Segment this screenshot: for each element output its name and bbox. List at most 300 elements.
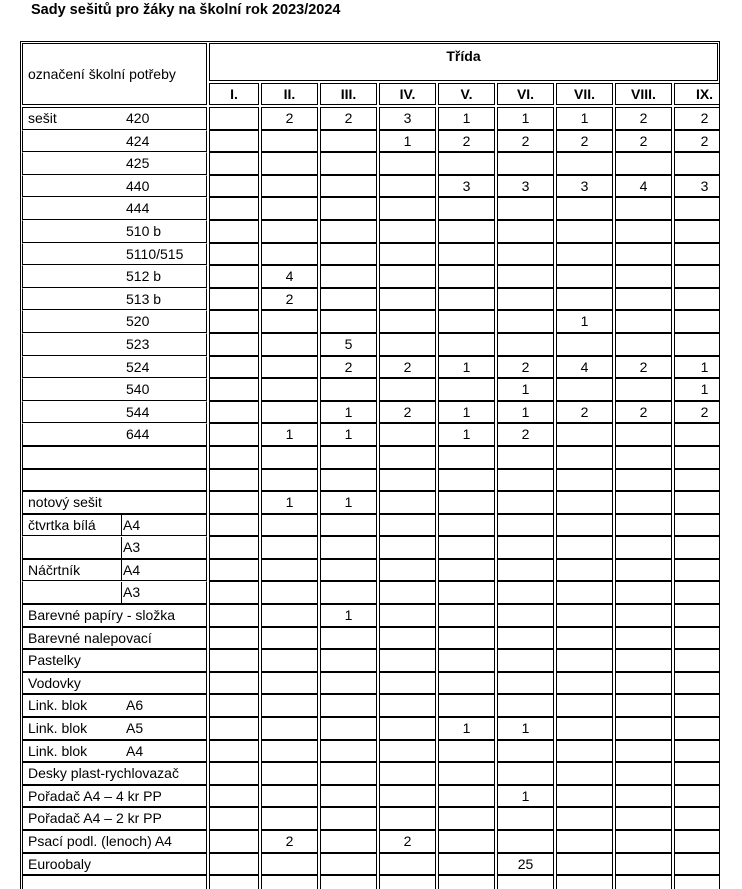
count-cell xyxy=(209,785,259,808)
column-header-5: V. xyxy=(438,83,495,105)
count-cell xyxy=(674,830,720,853)
count-cell xyxy=(209,356,259,379)
count-cell xyxy=(209,265,259,288)
count-cell: 2 xyxy=(674,107,720,130)
count-cell: 2 xyxy=(379,830,436,853)
count-cell xyxy=(497,197,554,220)
count-cell xyxy=(379,514,436,537)
count-cell xyxy=(556,875,613,889)
count-cell xyxy=(320,740,377,763)
count-cell xyxy=(615,672,672,695)
count-cell xyxy=(320,807,377,830)
count-cell xyxy=(438,581,495,604)
count-cell xyxy=(497,491,554,514)
column-header-9: IX. xyxy=(674,83,720,105)
count-cell: 2 xyxy=(556,401,613,424)
count-cell xyxy=(438,875,495,889)
column-header-6: VI. xyxy=(497,83,554,105)
supplies-table xyxy=(20,41,720,889)
count-cell xyxy=(497,875,554,889)
count-cell: 3 xyxy=(556,175,613,198)
sub-divider xyxy=(121,581,122,604)
row-label xyxy=(22,378,207,401)
count-cell xyxy=(209,853,259,876)
count-cell xyxy=(379,197,436,220)
row-label xyxy=(22,310,207,333)
table-row xyxy=(22,807,720,830)
count-cell xyxy=(674,785,720,808)
count-cell xyxy=(209,197,259,220)
item-type: 510 b xyxy=(126,222,162,239)
count-cell: 2 xyxy=(615,130,672,153)
sub-divider xyxy=(121,536,122,559)
count-cell xyxy=(261,740,318,763)
count-cell xyxy=(379,333,436,356)
item-name: Pastelky xyxy=(28,652,81,669)
count-cell xyxy=(674,853,720,876)
count-cell xyxy=(209,288,259,311)
count-cell xyxy=(615,627,672,650)
item-type: 424 xyxy=(126,132,150,149)
row-label xyxy=(22,107,207,130)
item-name: Desky plast-rychlovazač xyxy=(28,765,179,782)
count-cell xyxy=(209,130,259,153)
count-cell xyxy=(438,446,495,469)
count-cell xyxy=(497,446,554,469)
count-cell xyxy=(261,807,318,830)
count-cell xyxy=(209,875,259,889)
count-cell: 3 xyxy=(379,107,436,130)
count-cell xyxy=(556,197,613,220)
count-cell xyxy=(556,491,613,514)
table-row xyxy=(22,649,720,672)
row-label xyxy=(22,220,207,243)
count-cell xyxy=(379,220,436,243)
count-cell xyxy=(261,514,318,537)
count-cell xyxy=(674,288,720,311)
count-cell xyxy=(261,310,318,333)
count-cell: 1 xyxy=(438,107,495,130)
count-cell xyxy=(615,785,672,808)
item-type: 513 b xyxy=(126,290,162,307)
count-cell xyxy=(438,672,495,695)
count-cell xyxy=(209,740,259,763)
table-row xyxy=(22,717,720,740)
item-type: A5 xyxy=(126,720,144,737)
table-row xyxy=(22,581,720,604)
count-cell: 2 xyxy=(556,130,613,153)
count-cell xyxy=(497,830,554,853)
count-cell xyxy=(615,491,672,514)
class-group-header: Třída xyxy=(209,43,718,81)
count-cell: 1 xyxy=(438,717,495,740)
item-type: A6 xyxy=(126,697,144,714)
count-cell xyxy=(320,152,377,175)
count-cell xyxy=(261,175,318,198)
count-cell: 1 xyxy=(497,107,554,130)
item-type: 524 xyxy=(126,358,150,375)
count-cell: 1 xyxy=(320,604,377,627)
row-label xyxy=(22,830,207,853)
count-cell xyxy=(379,627,436,650)
count-cell xyxy=(674,649,720,672)
count-cell: 1 xyxy=(320,491,377,514)
count-cell xyxy=(556,469,613,492)
count-cell xyxy=(261,197,318,220)
sub-divider xyxy=(121,559,122,582)
count-cell xyxy=(209,220,259,243)
count-cell xyxy=(556,694,613,717)
count-cell xyxy=(379,649,436,672)
count-cell xyxy=(615,152,672,175)
item-name: Pořadač A4 – 2 kr PP xyxy=(28,810,162,827)
count-cell xyxy=(320,717,377,740)
row-label xyxy=(22,694,207,717)
count-cell xyxy=(438,830,495,853)
count-cell xyxy=(209,627,259,650)
count-cell xyxy=(438,649,495,672)
count-cell xyxy=(438,514,495,537)
table-row xyxy=(22,175,720,198)
count-cell xyxy=(556,581,613,604)
item-type: A4 xyxy=(123,561,141,578)
count-cell xyxy=(556,152,613,175)
count-cell: 1 xyxy=(497,378,554,401)
count-cell xyxy=(379,469,436,492)
item-type: 425 xyxy=(126,155,150,172)
count-cell xyxy=(320,265,377,288)
count-cell xyxy=(438,807,495,830)
row-label xyxy=(22,536,207,559)
count-cell xyxy=(497,514,554,537)
count-cell xyxy=(438,853,495,876)
count-cell xyxy=(674,604,720,627)
row-label xyxy=(22,197,207,220)
table-row xyxy=(22,152,720,175)
count-cell xyxy=(556,717,613,740)
count-cell xyxy=(556,243,613,266)
count-cell xyxy=(615,559,672,582)
table-row xyxy=(22,378,720,401)
count-cell xyxy=(438,536,495,559)
count-cell xyxy=(209,717,259,740)
count-cell xyxy=(497,152,554,175)
table-row xyxy=(22,762,720,785)
table-row xyxy=(22,401,720,424)
count-cell: 1 xyxy=(497,717,554,740)
count-cell xyxy=(556,672,613,695)
count-cell: 2 xyxy=(438,130,495,153)
item-name: Link. blok xyxy=(28,697,88,714)
count-cell xyxy=(379,717,436,740)
count-cell xyxy=(556,559,613,582)
count-cell xyxy=(497,604,554,627)
table-row xyxy=(22,423,720,446)
count-cell: 1 xyxy=(261,491,318,514)
count-cell xyxy=(261,243,318,266)
count-cell xyxy=(261,401,318,424)
count-cell xyxy=(261,853,318,876)
row-label xyxy=(22,446,207,469)
count-cell xyxy=(497,559,554,582)
count-cell xyxy=(674,220,720,243)
table-row xyxy=(22,333,720,356)
item-type: 523 xyxy=(126,335,150,352)
count-cell xyxy=(320,627,377,650)
item-name: Vodovky xyxy=(28,674,81,691)
count-cell xyxy=(615,536,672,559)
item-name: Náčrtník xyxy=(28,561,81,578)
item-name: Barevné nalepovací xyxy=(28,629,152,646)
count-cell: 2 xyxy=(497,130,554,153)
row-label xyxy=(22,265,207,288)
item-name: Psací podl. (lenoch) A4 xyxy=(28,833,172,849)
count-cell xyxy=(497,740,554,763)
row-label xyxy=(22,491,207,514)
count-cell xyxy=(615,740,672,763)
count-cell xyxy=(674,672,720,695)
count-cell xyxy=(438,220,495,243)
row-label xyxy=(22,333,207,356)
count-cell xyxy=(320,785,377,808)
row-label xyxy=(22,423,207,446)
count-cell xyxy=(615,875,672,889)
row-label xyxy=(22,853,207,876)
table-row xyxy=(22,107,720,130)
count-cell: 2 xyxy=(497,356,554,379)
count-cell xyxy=(261,581,318,604)
table-row xyxy=(22,694,720,717)
count-cell xyxy=(320,220,377,243)
count-cell xyxy=(209,107,259,130)
count-cell xyxy=(556,830,613,853)
count-cell xyxy=(209,536,259,559)
count-cell xyxy=(615,469,672,492)
item-type: 444 xyxy=(126,200,150,217)
count-cell xyxy=(379,785,436,808)
count-cell xyxy=(438,243,495,266)
row-label xyxy=(22,581,207,604)
count-cell xyxy=(438,491,495,514)
count-cell xyxy=(379,581,436,604)
count-cell xyxy=(556,740,613,763)
count-cell: 4 xyxy=(261,265,318,288)
column-header-1: I. xyxy=(209,83,259,105)
count-cell xyxy=(556,604,613,627)
item-type: 420 xyxy=(126,110,150,126)
count-cell: 3 xyxy=(438,175,495,198)
count-cell xyxy=(320,288,377,311)
count-cell: 1 xyxy=(674,356,720,379)
count-cell: 2 xyxy=(320,107,377,130)
row-label xyxy=(22,627,207,650)
count-cell xyxy=(615,310,672,333)
count-cell xyxy=(320,378,377,401)
count-cell xyxy=(556,762,613,785)
table-row xyxy=(22,672,720,695)
count-cell xyxy=(379,446,436,469)
count-cell xyxy=(615,807,672,830)
count-cell: 3 xyxy=(497,175,554,198)
column-header-2: II. xyxy=(261,83,318,105)
table-row xyxy=(22,265,720,288)
count-cell xyxy=(379,875,436,889)
count-cell xyxy=(320,446,377,469)
count-cell xyxy=(497,672,554,695)
count-cell xyxy=(379,152,436,175)
item-type: A4 xyxy=(123,516,141,533)
count-cell xyxy=(556,288,613,311)
count-cell: 1 xyxy=(497,785,554,808)
count-cell xyxy=(497,265,554,288)
count-cell xyxy=(497,220,554,243)
row-label xyxy=(22,807,207,830)
count-cell xyxy=(615,423,672,446)
count-cell xyxy=(379,243,436,266)
item-type: 440 xyxy=(126,177,150,194)
count-cell xyxy=(209,378,259,401)
count-cell: 2 xyxy=(261,830,318,853)
count-cell: 1 xyxy=(674,378,720,401)
count-cell xyxy=(209,514,259,537)
count-cell xyxy=(209,830,259,853)
table-row xyxy=(22,469,720,492)
count-cell xyxy=(261,694,318,717)
count-cell xyxy=(379,762,436,785)
item-type: A4 xyxy=(126,742,144,759)
count-cell xyxy=(261,446,318,469)
count-cell xyxy=(261,717,318,740)
count-cell xyxy=(209,807,259,830)
count-cell xyxy=(674,536,720,559)
count-cell xyxy=(497,581,554,604)
count-cell xyxy=(320,197,377,220)
count-cell xyxy=(556,423,613,446)
count-cell xyxy=(674,717,720,740)
count-cell xyxy=(320,310,377,333)
table-row xyxy=(22,853,720,876)
table-row xyxy=(22,604,720,627)
count-cell xyxy=(379,740,436,763)
count-cell xyxy=(438,627,495,650)
count-cell: 4 xyxy=(615,175,672,198)
count-cell xyxy=(674,197,720,220)
count-cell: 2 xyxy=(261,107,318,130)
count-cell xyxy=(674,694,720,717)
item-name: Pořadač A4 – 4 kr PP xyxy=(28,787,162,804)
count-cell xyxy=(674,265,720,288)
count-cell xyxy=(674,333,720,356)
count-cell: 25 xyxy=(497,853,554,876)
count-cell xyxy=(320,559,377,582)
row-label xyxy=(22,152,207,175)
count-cell xyxy=(674,627,720,650)
document-title: Sady sešitů pro žáky na školní rok 2023/2024 xyxy=(31,2,341,18)
count-cell xyxy=(379,491,436,514)
count-cell xyxy=(438,378,495,401)
item-name: sešit xyxy=(28,110,57,126)
count-cell xyxy=(379,559,436,582)
table-row xyxy=(22,491,720,514)
count-cell: 1 xyxy=(497,401,554,424)
row-label xyxy=(22,762,207,785)
count-cell xyxy=(209,243,259,266)
column-header-3: III. xyxy=(320,83,377,105)
table-row xyxy=(22,627,720,650)
count-cell xyxy=(320,469,377,492)
count-cell xyxy=(209,423,259,446)
count-cell xyxy=(497,469,554,492)
row-label xyxy=(22,740,207,763)
count-cell xyxy=(674,446,720,469)
item-type: 544 xyxy=(126,403,150,420)
count-cell xyxy=(556,785,613,808)
count-cell xyxy=(556,333,613,356)
column-header-4: IV. xyxy=(379,83,436,105)
count-cell xyxy=(674,152,720,175)
row-label xyxy=(22,514,207,537)
count-cell xyxy=(261,672,318,695)
count-cell xyxy=(674,469,720,492)
count-cell xyxy=(209,333,259,356)
row-label xyxy=(22,875,207,889)
count-cell xyxy=(674,423,720,446)
count-cell xyxy=(438,740,495,763)
sub-divider xyxy=(121,514,122,537)
count-cell xyxy=(615,830,672,853)
count-cell xyxy=(209,446,259,469)
count-cell xyxy=(261,762,318,785)
count-cell xyxy=(615,220,672,243)
count-cell xyxy=(497,762,554,785)
table-row xyxy=(22,356,720,379)
table-row xyxy=(22,243,720,266)
count-cell xyxy=(615,446,672,469)
row-label xyxy=(22,559,207,582)
count-cell xyxy=(261,649,318,672)
row-label xyxy=(22,130,207,153)
count-cell xyxy=(209,310,259,333)
row-label xyxy=(22,356,207,379)
count-cell xyxy=(438,604,495,627)
count-cell xyxy=(261,356,318,379)
count-cell xyxy=(438,310,495,333)
count-cell: 2 xyxy=(320,356,377,379)
count-cell xyxy=(379,604,436,627)
count-cell xyxy=(556,446,613,469)
count-cell xyxy=(320,243,377,266)
count-cell xyxy=(438,288,495,311)
count-cell xyxy=(209,152,259,175)
column-header-8: VIII. xyxy=(615,83,672,105)
item-name: Barevné papíry - složka xyxy=(28,607,176,624)
count-cell xyxy=(320,694,377,717)
count-cell xyxy=(261,220,318,243)
count-cell xyxy=(556,514,613,537)
count-cell xyxy=(379,536,436,559)
item-name: Euroobaly xyxy=(28,855,92,872)
count-cell: 1 xyxy=(320,423,377,446)
count-cell xyxy=(674,310,720,333)
count-cell xyxy=(320,581,377,604)
count-cell xyxy=(261,785,318,808)
count-cell: 2 xyxy=(379,356,436,379)
count-cell xyxy=(497,333,554,356)
table-row xyxy=(22,785,720,808)
table-row xyxy=(22,310,720,333)
count-cell xyxy=(497,807,554,830)
count-cell xyxy=(497,536,554,559)
